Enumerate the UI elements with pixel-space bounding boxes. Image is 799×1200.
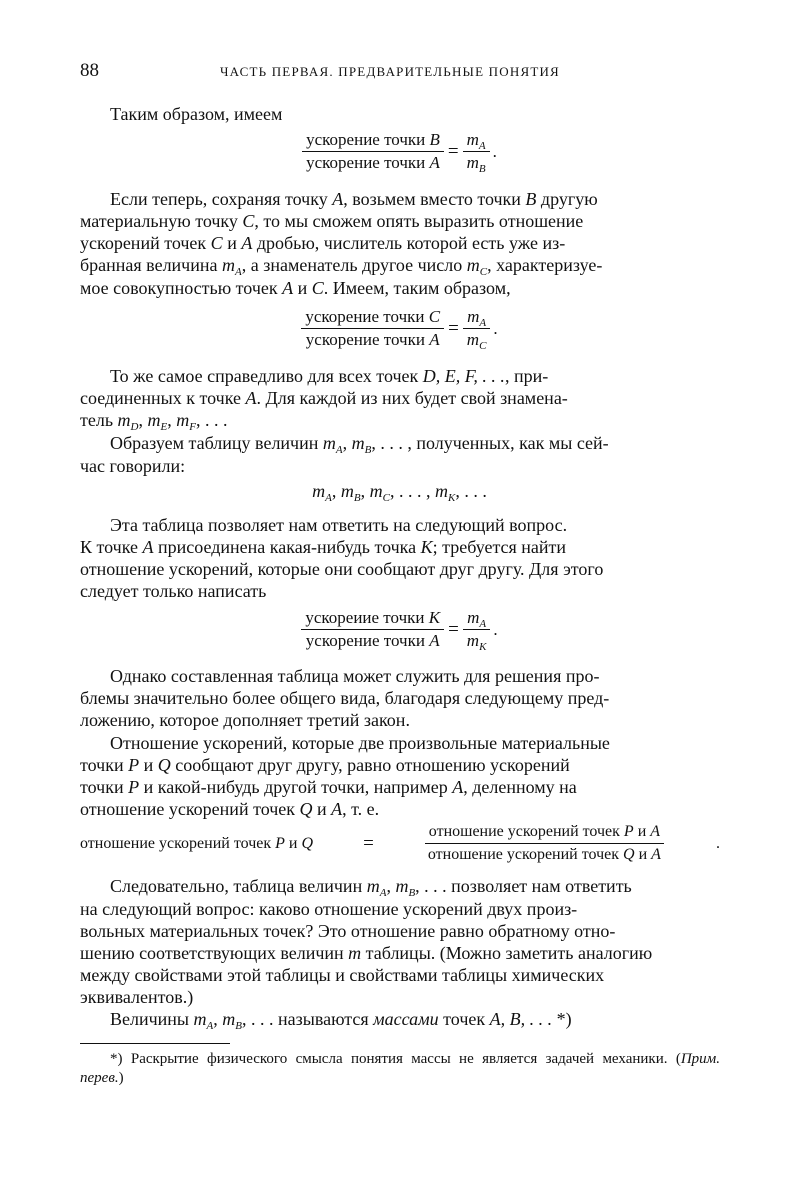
- running-head: ЧАСТЬ ПЕРВАЯ. ПРЕДВАРИТЕЛЬНЫЕ ПОНЯТИЯ: [220, 64, 560, 79]
- formula-2-rhs: $\frac{m_A}{m_C}$: [463, 307, 491, 350]
- footnote: *) Раскрытие физического смысла понятия массы не является задачей механики. (Прим. перев.): [80, 1051, 720, 1086]
- mass-list: $m_A$, $m_B$, $m_C$, . . . , $m_K$, . . .: [312, 481, 487, 504]
- page-header: [80, 60, 720, 84]
- intro-line: Таким образом, имеем: [110, 104, 283, 124]
- formula-3-rhs: $\frac{m_A}{m_K}$: [463, 608, 491, 651]
- formula-4: отношение ускорений точек P и Q = $\frac{\text{отношение ускорений точек P и A}}{\text{отношение ускорений точек Q и A}}$ .: [80, 823, 720, 863]
- formula-3: $\frac{\text{ускореиие точки K}}{\text{ускорение точки A}}$ = $\frac{m_A}{m_K}$ .: [0, 608, 799, 651]
- footnote-divider: [80, 1043, 230, 1044]
- page-number: 88: [80, 60, 99, 81]
- formula-4-lhs: отношение ускорений точек P и Q: [80, 834, 314, 852]
- formula-1-lhs: $\frac{\text{ускорение точки B}}{\text{ускорение точки A}}$: [302, 130, 444, 173]
- formula-2-lhs: $\frac{\text{ускорение точки C}}{\text{ускорение точки A}}$: [301, 307, 444, 350]
- formula-3-lhs: $\frac{\text{ускореиие точки K}}{\text{ускорение точки A}}$: [301, 608, 444, 651]
- formula-4-rhs: $\frac{\text{отношение ускорений точек P и A}}{\text{отношение ускорений точек Q и A}}$: [424, 822, 665, 865]
- formula-1: $\frac{\text{ускорение точки B}}{\text{ускорение точки A}}$ = $\frac{m_A}{m_B}$ .: [0, 130, 799, 173]
- paragraph-9: Величины $m_A$, $m_B$, . . . называются массами точек A, B, . . . *): [110, 1009, 572, 1032]
- book-page: 88 ЧАСТЬ ПЕРВАЯ. ПРЕДВАРИТЕЛЬНЫЕ ПОНЯТИЯ Таким образом, имеем $\frac{\text{ускорение точки B}}{\text{ускорение точки A}}$ = $\frac{m_A}{m_B}$ . Если теперь, сохраняя точку A, возьмем вместо точки B другую материальную точку C, то мы сможем опять выразить отношение ускорений точек C и A дробью, числитель которой есть уже из- бранная величина $m_A$, а знаменатель другое число $m_C$, характеризуе- мое совокупностью точек A и C. Имеем, таким образом, $\frac{\text{ускорение точки C}}{\text{ускорение точки A}}$ = $\frac{m_A}{m_C}$ . То же самое справедливо для всех точек D, E, F, . . ., при- соединенных к точке A. Для каждой из них будет свой знамена- тель $m_D$, $m_E$, $m_F$, . . . Образуем таблицу величин $m_A$, $m_B$, . . . , полученных, как мы сей- час говорили: $m_A$, $m_B$, $m_C$, . . . , $m_K$, . . . Эта таблица позволяет нам ответить на следующий вопрос. К точке A присоединена какая-нибудь точка K; требуется найти отношение ускорений, которые они сообщают друг другу. Для этого следует только написать $\frac{\text{ускореиие точки K}}{\text{ускорение точки A}}$ = $\frac{m_A}{m_K}$ . Однако составленная таблица может служить для решения про- блемы значительно более общего вида, благодаря следующему пред- ложению, которое дополняет третий закон. Отношение ускорений, которые две произвольные материальные точки P и Q сообщают друг другу, равно отношению ускорений точки P и какой-нибудь другой точки, например A, деленному на отношение ускорений точек Q и A, т. е. отношение ускорений точек P и Q = $\frac{\text{отношение ускорений точек P и A}}{\text{отношение ускорений точек Q и A}}$ . Следовательно, таблица величин $m_A$, $m_B$, . . . позволяет нам ответить на следующий вопрос: каково отношение ускорений двух произ- вольных материальных точек? Это отношение равно обратному отно- шению соответствующих величин m таблицы. (Можно заметить аналогию между свойствами этой таблицы и свойствами таблицы химических эквивалентов.) Величины $m_A$, $m_B$, . . . называются массами точек A, B, . . . *) *) Раскрытие физического смысла понятия массы не является задачей механики. (Прим. перев.): [0, 0, 799, 1200]
- formula-2: $\frac{\text{ускорение точки C}}{\text{ускорение точки A}}$ = $\frac{m_A}{m_C}$ .: [0, 307, 799, 350]
- formula-1-rhs: $\frac{m_A}{m_B}$: [463, 130, 490, 173]
